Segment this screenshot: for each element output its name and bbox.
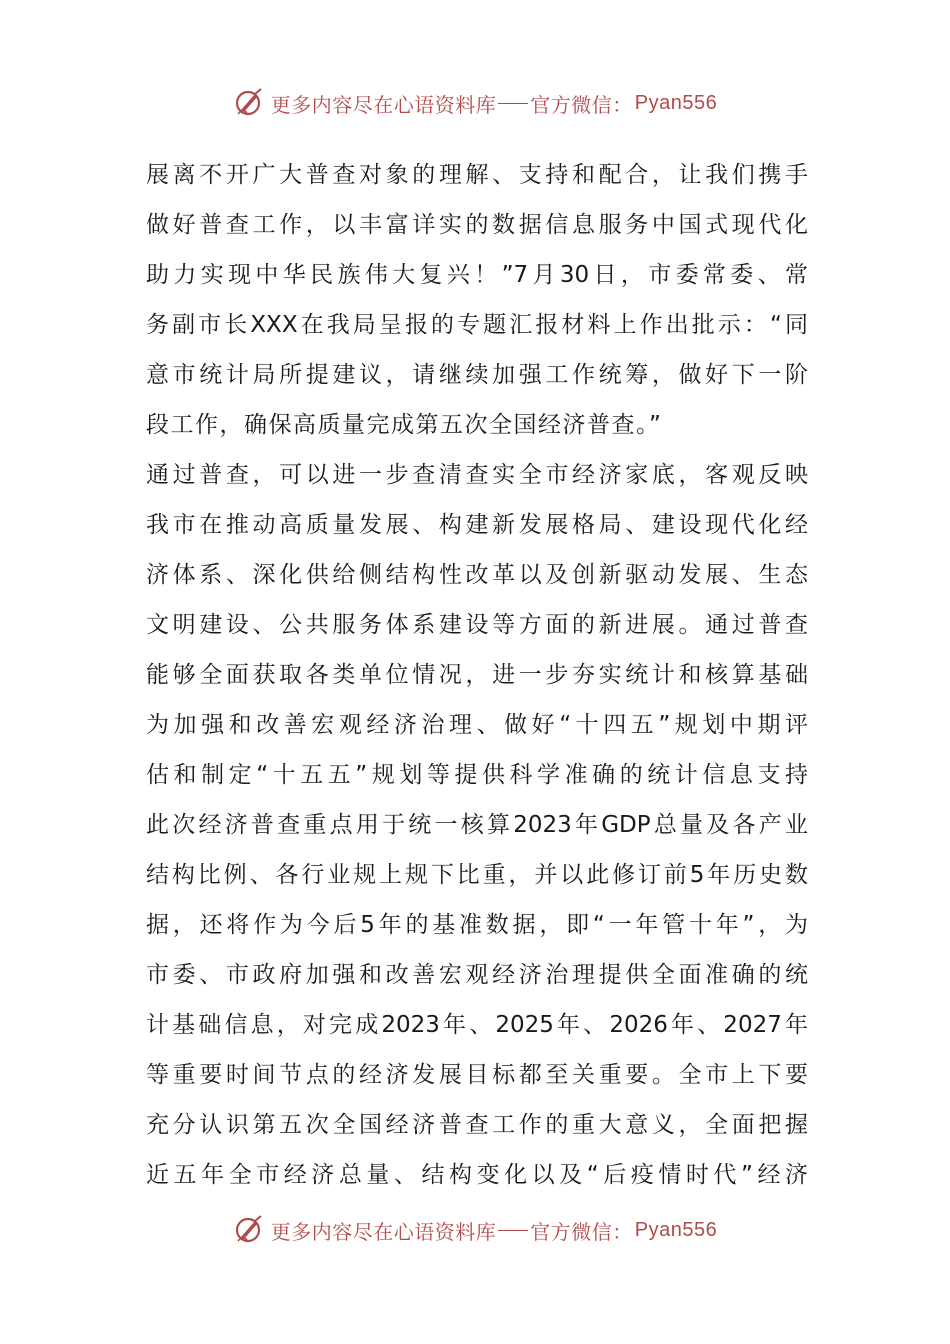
text-line: 结构比例、各行业规上规下比重，并以此修订前5年历史数: [146, 862, 808, 888]
watermark-wechat-label: 官方微信：: [530, 1219, 633, 1244]
text-line: 估和制定“十五五”规划等提供科学准确的统计信息支持: [146, 762, 808, 788]
pen-logo-icon: [233, 86, 267, 120]
text-line: 市委、市政府加强和改善宏观经济治理提供全面准确的统: [146, 962, 808, 988]
paragraph-1: [146, 150, 808, 450]
text-line: 段工作，确保高质量完成第五次全国经济普查。”: [146, 412, 663, 438]
watermark-dash: [498, 1230, 528, 1231]
text-line: 为加强和改善宏观经济治理、做好“十四五”规划中期评: [146, 712, 808, 738]
text-line: 做好普查工作，以丰富详实的数据信息服务中国式现代化: [146, 212, 808, 238]
document-body: [146, 150, 808, 1200]
text-line: 能够全面获取各类单位情况，进一步夯实统计和核算基础: [146, 662, 808, 688]
text-line: 展离不开广大普查对象的理解、支持和配合，让我们携手: [146, 162, 808, 188]
text-line: 助力实现中华民族伟大复兴！”7月30日，市委常委、常: [146, 262, 808, 288]
text-line: 充分认识第五次全国经济普查工作的重大意义，全面把握: [146, 1112, 808, 1138]
text-line: 通过普查，可以进一步查清查实全市经济家底，客观反映: [146, 462, 808, 488]
text-line: 据，还将作为今后5年的基准数据，即“一年管十年”，为: [146, 912, 808, 938]
text-line: 意市统计局所提建议，请继续加强工作统筹，做好下一阶: [146, 362, 808, 388]
text-line: 务副市长XXX在我局呈报的专题汇报材料上作出批示：“同: [146, 312, 808, 338]
watermark-wechat-id: Pyan556: [634, 1218, 718, 1241]
footer-watermark: [0, 1210, 950, 1250]
pen-logo-icon: [233, 1213, 267, 1247]
text-line: 等重要时间节点的经济发展目标都至关重要。全市上下要: [146, 1062, 808, 1088]
watermark-text: 更多内容尽在心语资料库: [270, 92, 497, 117]
text-line: 此次经济普查重点用于统一核算2023年GDP总量及各产业: [146, 812, 808, 838]
watermark-wechat-id: Pyan556: [634, 91, 718, 114]
watermark-dash: [498, 103, 528, 104]
watermark-text: 更多内容尽在心语资料库: [270, 1219, 497, 1244]
text-line: 济体系、深化供给侧结构性改革以及创新驱动发展、生态: [146, 562, 808, 588]
text-line: 我市在推动高质量发展、构建新发展格局、建设现代化经: [146, 512, 808, 538]
text-line: 近五年全市经济总量、结构变化以及“后疫情时代”经济: [146, 1162, 808, 1188]
text-line: 计基础信息，对完成2023年、2025年、2026年、2027年: [146, 1012, 808, 1038]
header-watermark: [0, 83, 950, 123]
paragraph-2: [146, 450, 808, 1200]
watermark-wechat-label: 官方微信：: [530, 92, 633, 117]
text-line: 文明建设、公共服务体系建设等方面的新进展。通过普查: [146, 612, 808, 638]
